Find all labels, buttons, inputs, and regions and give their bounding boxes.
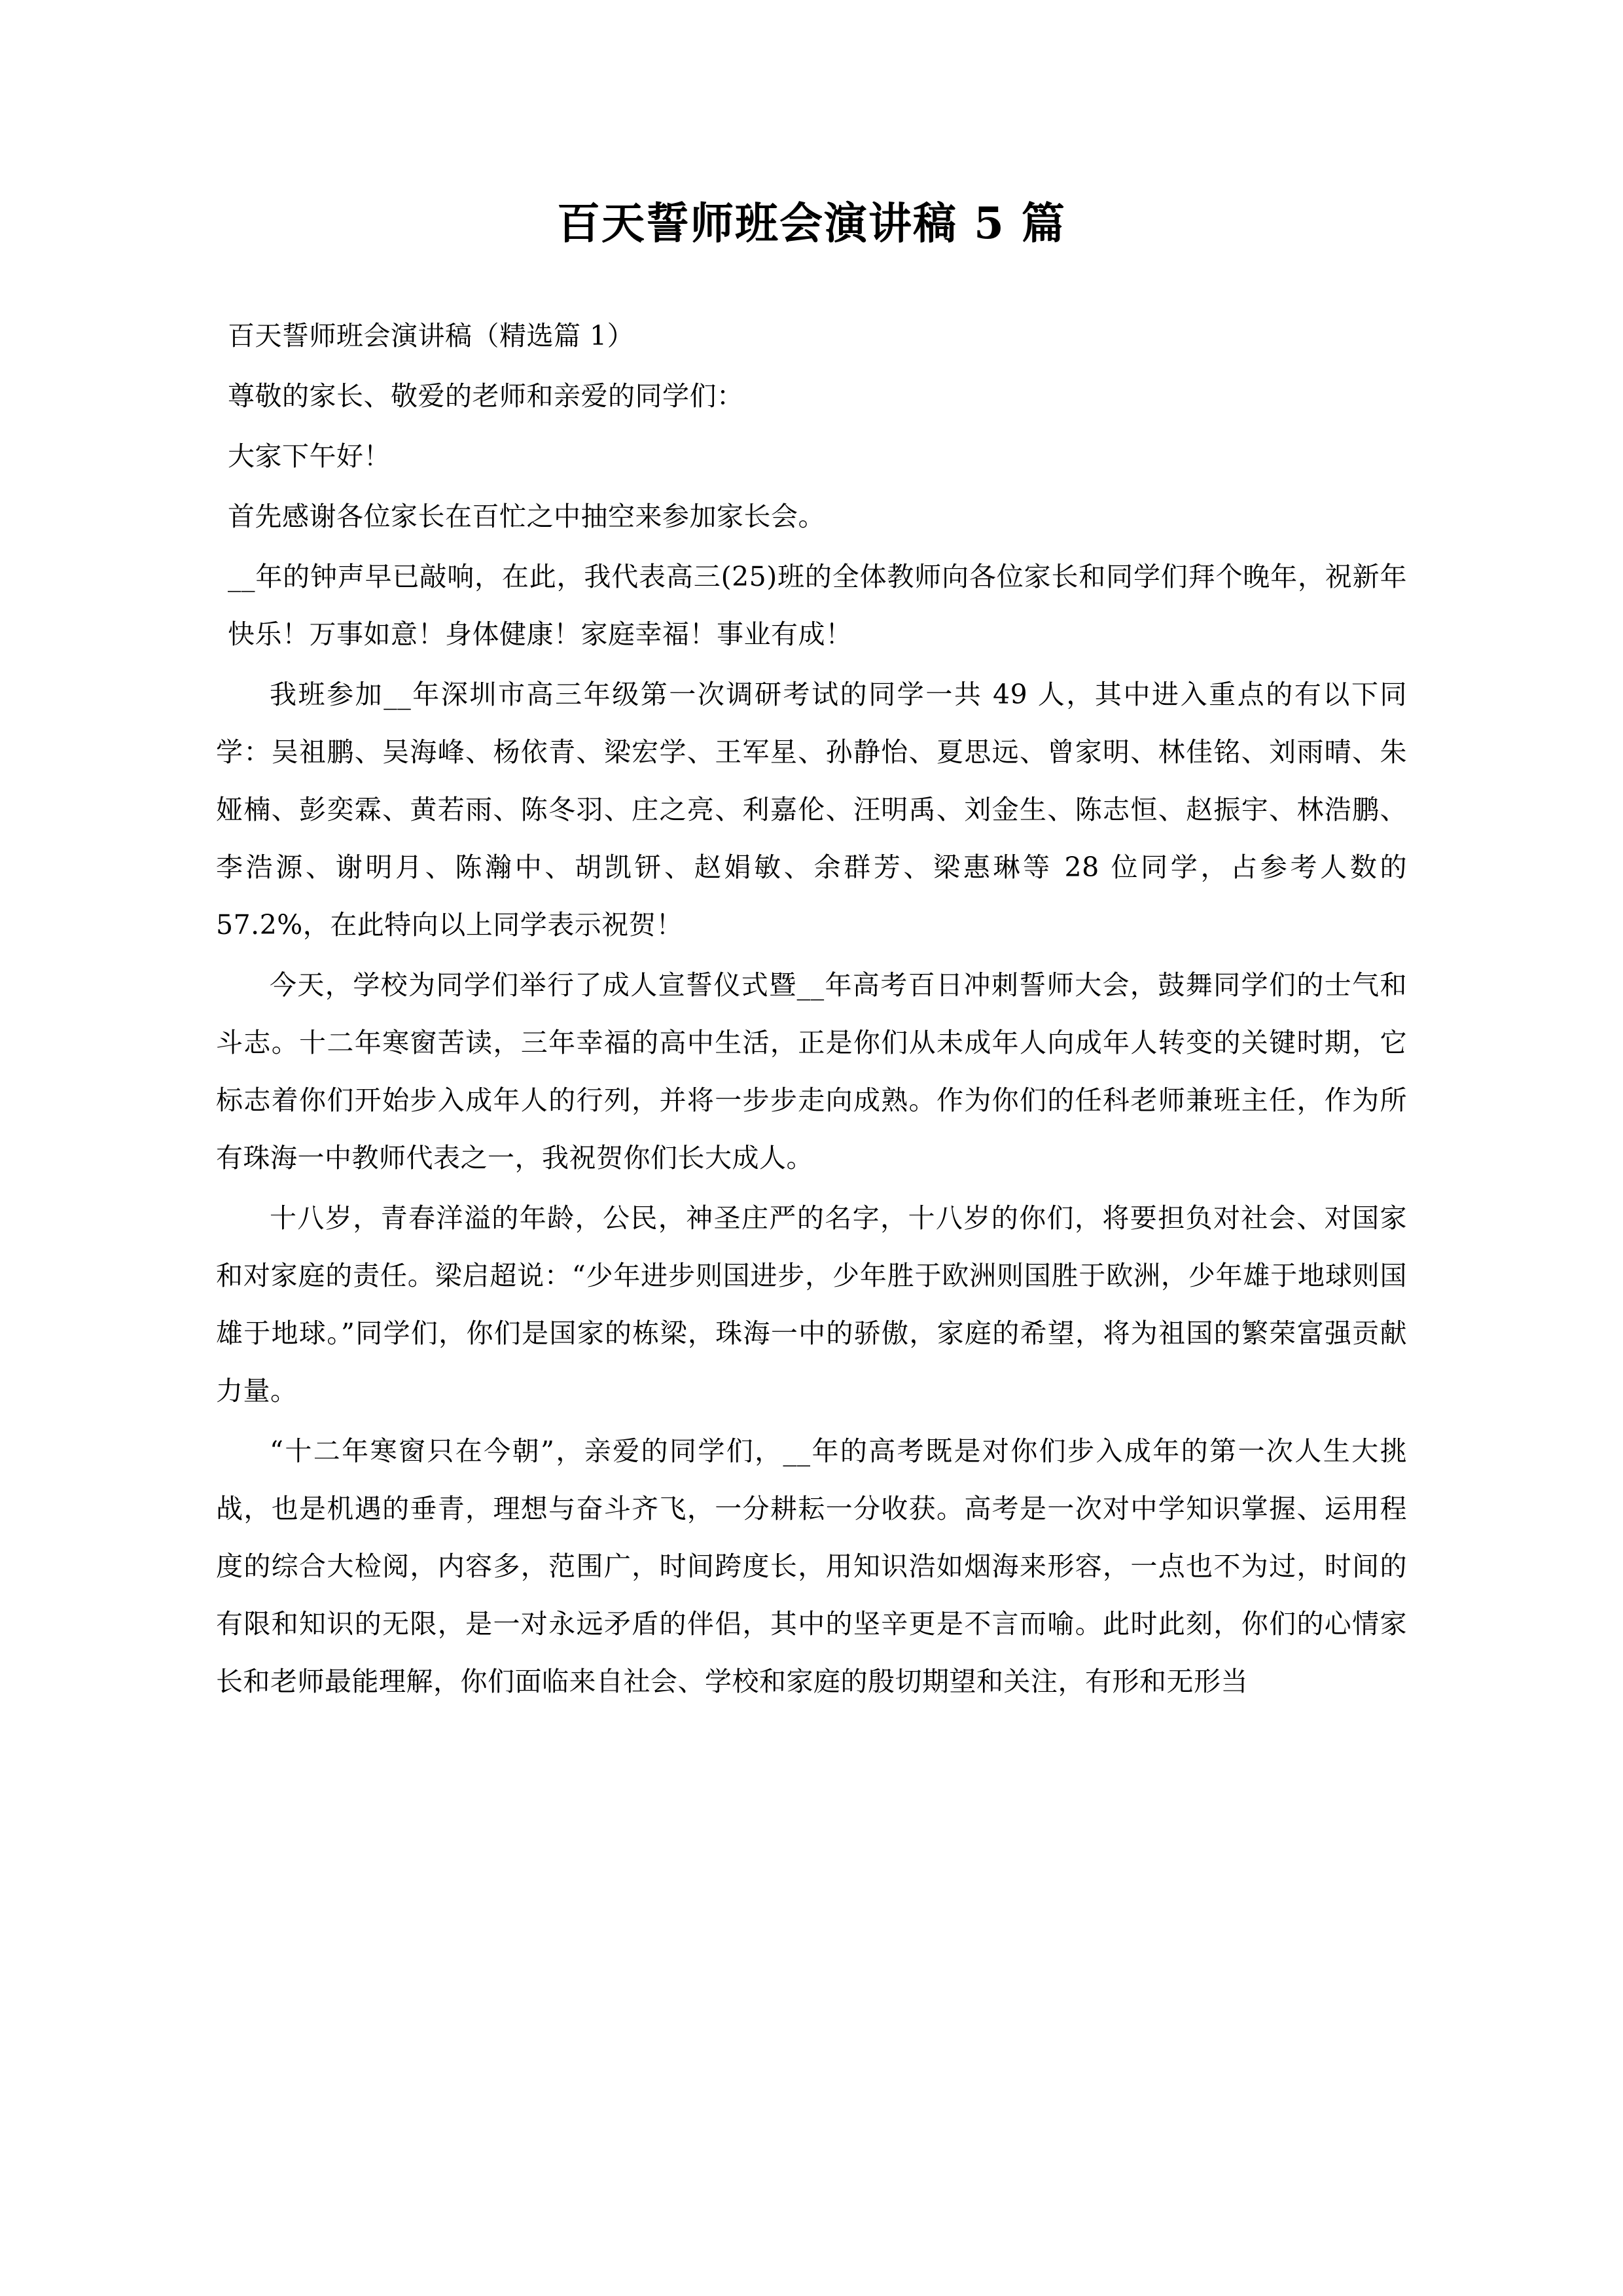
paragraph-twelve-years-study: “十二年寒窗只在今朝”，亲爱的同学们，__年的高考既是对你们步入成年的第一次人生大挑战，也是机遇的垂青，理想与奋斗齐飞，一分耕耘一分收获。高考是一次对中学知识掌握、运用程度的综合大检阅，内容多，范围广，时间跨度长，用知识浩如烟海来形容，一点也不为过，时间的有限和知识的无限，是一对永远矛盾的伴侣，其中的坚辛更是不言而喻。此时此刻，你们的心情家长和老师最能理解，你们面临来自社会、学校和家庭的殷切期望和关注，有形和无形当 xyxy=(216,1435,1407,1697)
paragraph-salutation: 尊敬的家长、敬爱的老师和亲爱的同学们： xyxy=(228,380,744,412)
paragraph-thanks: 首先感谢各位家长在百忙之中抽空来参加家长会。 xyxy=(228,500,825,532)
document-subheading: 百天誓师班会演讲稿（精选篇 1） xyxy=(228,319,635,351)
paragraph-greeting: 大家下午好！ xyxy=(228,440,391,472)
paragraph-new-year-wishes: __年的钟声早已敲响，在此，我代表高三(25)班的全体教师向各位家长和同学们拜个晚年，祝新年快乐！万事如意！身体健康！家庭幸福！事业有成！ xyxy=(228,560,1407,650)
document-body xyxy=(216,307,1407,1710)
page-title: 百天誓师班会演讲稿 5 篇 xyxy=(557,198,1066,249)
paragraph-eighteen-years-old: 十八岁，青春洋溢的年龄，公民，神圣庄严的名字，十八岁的你们，将要担负对社会、对国家和对家庭的责任。梁启超说：“少年进步则国进步，少年胜于欧洲则国胜于欧洲，少年雄于地球则国雄于地球。”同学们，你们是国家的栋梁，珠海一中的骄傲，家庭的希望，将为祖国的繁荣富强贡献力量。 xyxy=(216,1202,1407,1407)
paragraph-exam-results: 我班参加__年深圳市高三年级第一次调研考试的同学一共 49 人，其中进入重点的有以下同学：吴祖鹏、吴海峰、杨依青、梁宏学、王军星、孙静怡、夏思远、曾家明、林佳铭、刘雨晴、朱娅楠、彭奕霖、黄若雨、陈冬羽、庄之亮、利嘉伦、汪明禹、刘金生、陈志恒、赵振宇、林浩鹏、李浩源、谢明月、陈瀚中、胡凯钘、赵娟敏、余群芳、梁惠琳等 28 位同学，占参考人数的 57.2%，在此特向以上同学表示祝贺！ xyxy=(216,678,1407,941)
paragraph-adulthood-ceremony: 今天，学校为同学们举行了成人宣誓仪式暨__年高考百日冲刺誓师大会，鼓舞同学们的士气和斗志。十二年寒窗苦读，三年幸福的高中生活，正是你们从未成年人向成年人转变的关键时期，它标志着你们开始步入成年人的行列，并将一步步走向成熟。作为你们的任科老师兼班主任，作为所有珠海一中教师代表之一，我祝贺你们长大成人。 xyxy=(216,969,1407,1174)
